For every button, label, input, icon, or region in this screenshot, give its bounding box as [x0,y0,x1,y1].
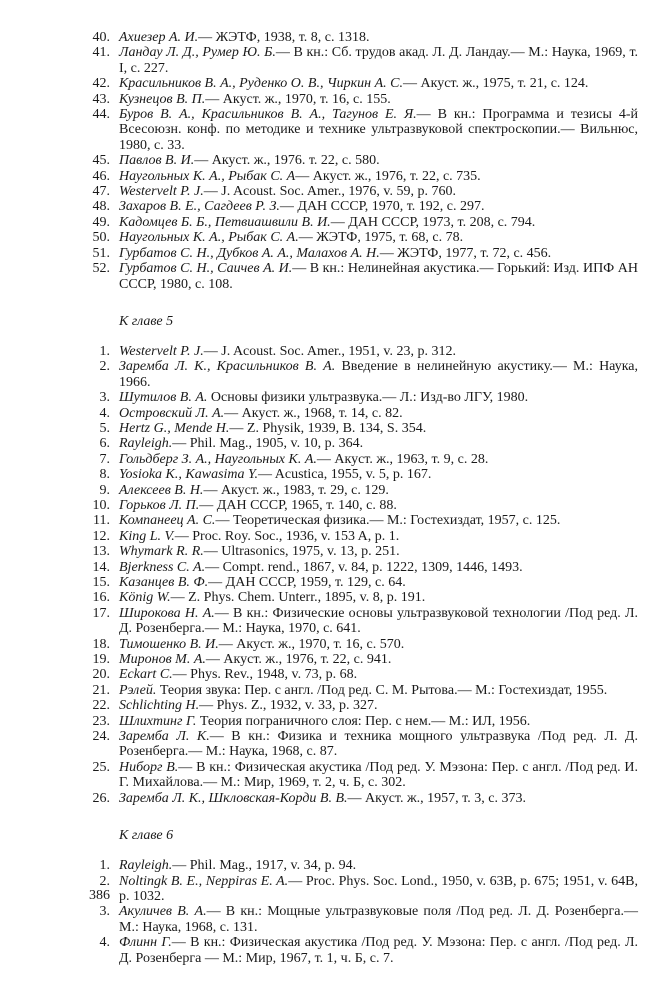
reference-item [0,498,662,513]
page-number: 386 [89,888,110,903]
reference-number: 22. [92,698,110,714]
reference-source: — В кн.: Мощные ультразвуковые поля /Под ред. Л. Д. Розенберга.— М.: Наука, 1968, с. 131. [119,904,638,935]
reference-number: 13. [92,544,110,560]
reference-source: — Phil. Mag., 1917, v. 34, p. 94. [172,858,357,874]
reference-item [0,246,662,261]
reference-item [0,560,662,575]
reference-number: 26. [92,790,110,806]
reference-authors: Ахиезер А. И. [119,30,199,45]
reference-number: 2. [99,873,110,889]
reference-source: — Z. Physik, 1939, В. 134, S. 354. [229,420,427,436]
reference-number: 23. [92,713,110,729]
reference-authors: Кадомцев Б. Б., Петвиашвили В. И. [119,214,331,230]
reference-item [0,637,662,652]
reference-item [0,30,662,45]
reference-item [0,230,662,245]
reference-item [0,698,662,713]
reference-item [0,45,662,76]
reference-authors: Шлихтинг Г. [119,713,197,729]
reference-source: — Acustica, 1955, v. 5, p. 167. [258,467,432,483]
reference-number: 4. [99,405,110,421]
reference-number: 14. [92,559,110,575]
reference-number: 9. [99,482,110,498]
reference-item [0,683,662,698]
reference-source: — Proc. Roy. Soc., 1936, v. 153 A, p. 1. [174,528,400,544]
reference-authors: Акуличев В. А. [119,904,207,920]
reference-item [0,714,662,729]
reference-authors: Westervelt P. J. [119,184,204,200]
reference-authors: Noltingk B. E., Neppiras E. A. [119,873,289,889]
reference-item [0,760,662,791]
reference-item [0,359,662,390]
reference-item [0,590,662,605]
reference-item [0,421,662,436]
reference-item [0,652,662,667]
reference-item [0,452,662,467]
reference-source: — Phys. Rev., 1948, v. 73, p. 68. [172,667,358,683]
reference-authors: Наугольных К. А., Рыбак С. А. [119,230,299,246]
reference-number: 21. [92,682,110,698]
chapter-heading: К главе 5 [119,313,174,329]
reference-number: 43. [92,91,110,107]
reference-number: 8. [99,467,110,483]
reference-number: 40. [92,30,110,45]
reference-item [0,390,662,405]
reference-source: — ЖЭТФ, 1977, т. 72, с. 456. [379,245,552,261]
reference-number: 5. [99,420,110,436]
reference-source: — В кн.: Сб. трудов акад. Л. Д. Ландау.— М.: Наука, 1969, т. I, с. 227. [119,45,639,76]
reference-item [0,858,662,873]
reference-number: 16. [92,590,110,606]
reference-number: 51. [92,245,110,261]
reference-number: 6. [99,436,110,452]
reference-source: — ДАН СССР, 1965, т. 140, с. 88. [199,497,397,513]
reference-number: 2. [99,359,110,375]
reference-source: — В кн.: Физика и техника мощного ультразвука /Под ред. Л. Д. Розенберга.— М.: Наука, 1968, с. 87. [119,729,638,760]
reference-item [0,261,662,292]
reference-source: — ДАН СССР, 1970, т. 192, с. 297. [279,199,485,215]
reference-item [0,169,662,184]
reference-source: — Акуст. ж., 1976. т. 22, с. 580. [194,153,380,169]
reference-source: — Proc. Phys. Soc. Lond., 1950, v. 63B, p. 675; 1951, v. 64B, p. 1032. [119,873,638,904]
reference-source: — Phil. Mag., 1905, v. 10, p. 364. [172,436,364,452]
reference-item [0,215,662,230]
reference-item [0,791,662,806]
reference-authors: Гольдберг З. А., Наугольных К. А. [119,451,317,467]
reference-source: Основы физики ультразвука.— Л.: Изд-во ЛГУ, 1980. [207,390,529,406]
reference-number: 1. [99,343,110,359]
reference-authors: Заремба Л. К. [119,729,210,745]
reference-authors: Hertz G., Mende H. [119,420,230,436]
reference-source: — Compt. rend., 1867, v. 84, p. 1222, 1309, 1446, 1493. [205,559,523,575]
reference-authors: Yosioka K., Kawasima Y. [119,467,259,483]
reference-number: 7. [99,451,110,467]
reference-item [0,467,662,482]
reference-number: 47. [92,184,110,200]
reference-source: — В кн.: Физическая акустика /Под ред. У. Мэзона: Пер. с англ. /Под ред. И. Г. Михайлова.— М.: Мир, 1969, т. 2, ч. Б, с. 302. [119,759,638,791]
reference-authors: Rayleigh. [119,436,173,452]
reference-authors: Заремба Л. К., Шкловская-Корди В. В. [119,790,348,806]
reference-number: 3. [99,390,110,406]
reference-item [0,107,662,153]
reference-authors: Островский Л. А. [119,405,225,421]
reference-number: 18. [92,636,110,652]
reference-source: — В кн.: Физические основы ультразвуковой технологии /Под ред. Л. Д. Розенберга.— М.: Наука, 1970, с. 641. [119,605,639,637]
reference-source: — Phys. Z., 1932, v. 33, p. 327. [199,698,378,714]
reference-item [0,76,662,91]
reference-source: Теория звука: Пер. с англ. /Под ред. С. М. Рытова.— М.: Гостехиздат, 1955. [156,682,608,698]
reference-number: 10. [92,497,110,513]
reference-list [0,858,662,966]
reference-number: 3. [99,904,110,920]
reference-authors: Миронов М. А. [119,652,206,668]
reference-source: — Ultrasonics, 1975, v. 13, p. 251. [203,544,400,560]
reference-item [0,667,662,682]
reference-number: 46. [92,168,110,184]
reference-number: 15. [92,575,110,590]
reference-number: 50. [92,230,110,246]
reference-item [0,436,662,451]
reference-source: — ЖЭТФ, 1938, т. 8, с. 1318. [198,30,370,45]
reference-number: 1. [99,858,110,874]
reference-authors: Павлов В. И. [119,153,195,169]
reference-item [0,483,662,498]
reference-item [0,199,662,214]
reference-source: — В кн.: Нелинейная акустика.— Горький: Изд. ИПФ АН СССР, 1980, с. 108. [119,261,638,292]
reference-item [0,92,662,107]
reference-item [0,344,662,359]
reference-source: — ДАН СССР, 1973, т. 208, с. 794. [330,214,536,230]
reference-authors: King L. V. [119,528,175,544]
reference-authors: Широкова Н. А. [119,605,215,621]
reference-authors: Казанцев В. Ф. [119,575,209,590]
reference-authors: Красильников В. А., Руденко О. В., Чиркин А. С. [119,76,403,92]
reference-source: — Акуст. ж., 1975, т. 21, с. 124. [402,76,589,92]
reference-authors: Rayleigh. [119,858,173,874]
reference-source: — J. Acoust. Soc. Amer., 1951, v. 23, p. 312. [203,343,457,359]
reference-number: 4. [99,935,110,951]
reference-source: — В кн.: Физическая акустика /Под ред. У. Мэзона: Пер. с англ. /Под ред. Л. Д. Розенберга — М.: Мир, 1967, т. 1, ч. Б, с. 7. [119,935,639,966]
reference-authors: Горьков Л. П. [119,497,200,513]
reference-authors: Гурбатов С. Н., Дубков А. А., Малахов А. Н. [119,245,380,261]
reference-authors: Кузнецов В. П. [119,91,206,107]
reference-item [0,153,662,168]
reference-source: — Акуст. ж., 1957, т. 3, с. 373. [347,790,526,806]
reference-authors: König W. [119,590,171,606]
reference-source: — В кн.: Программа и тезисы 4-й Всесоюзн. конф. по методике и технике ультразвуковой спектроскопии.— Вильнюс, 1980, с. 33. [119,107,638,153]
reference-number: 20. [92,667,110,683]
reference-source: Теория пограничного слоя: Пер. с нем.— М.: ИЛ, 1956. [196,713,531,729]
reference-number: 41. [92,45,110,61]
reference-authors: Westervelt P. J. [119,343,204,359]
reference-authors: Флинн Г. [119,935,172,951]
reference-source: — Z. Phys. Chem. Unterr., 1895, v. 8, p. 191. [170,590,426,606]
reference-number: 24. [92,729,110,745]
reference-authors: Eckart C. [119,667,173,683]
reference-authors: Whymark R. R. [119,544,204,560]
reference-item [0,406,662,421]
reference-source: — Акуст. ж., 1968, т. 14, с. 82. [224,405,403,421]
reference-list [0,344,662,806]
reference-number: 48. [92,199,110,215]
reference-number: 42. [92,76,110,92]
reference-number: 12. [92,528,110,544]
reference-source: — J. Acoust. Soc. Amer., 1976, v. 59, p. 760. [203,184,457,200]
reference-authors: Schlichting H. [119,698,200,714]
reference-item [0,935,662,966]
reference-authors: Bjerkness C. A. [119,559,206,575]
reference-authors: Рэлей. [119,682,157,698]
reference-authors: Ландау Л. Д., Румер Ю. Б. [119,45,276,61]
reference-item [0,529,662,544]
reference-authors: Захаров В. Е., Сагдеев Р. З. [119,199,280,215]
reference-page [0,30,662,966]
reference-authors: Гурбатов С. Н., Саичев А. И. [119,261,293,277]
reference-authors: Шутилов В. А. [119,390,208,406]
reference-source: — Акуст. ж., 1983, т. 29, с. 129. [203,482,389,498]
reference-item [0,513,662,528]
reference-item [0,729,662,760]
reference-source: — Акуст. ж., 1970, т. 16, с. 155. [205,91,391,107]
reference-item [0,575,662,590]
reference-authors: Заремба Л. К., Красильников В. А. [119,359,336,375]
reference-number: 11. [93,513,110,529]
reference-item [0,184,662,199]
reference-source: — Акуст. ж., 1976, т. 22, с. 941. [205,652,392,668]
reference-source: — Акуст. ж., 1970, т. 16, с. 570. [218,636,405,652]
chapter-heading: К главе 6 [119,828,174,844]
reference-item [0,606,662,637]
reference-source: — ЖЭТФ, 1975, т. 68, с. 78. [298,230,464,246]
reference-number: 19. [92,652,110,668]
reference-authors: Тимошенко В. И. [119,636,219,652]
reference-item [0,904,662,935]
reference-authors: Наугольных К. А., Рыбак С. А [119,168,296,184]
reference-source: — Акуст. ж., 1976, т. 22, с. 735. [295,168,481,184]
reference-number: 52. [92,261,110,277]
reference-source: — Акуст. ж., 1963, т. 9, с. 28. [316,451,489,467]
reference-authors: Ниборг В. [119,759,179,775]
reference-number: 25. [92,759,110,775]
reference-authors: Компанеец А. С. [119,513,216,529]
reference-source: — ДАН СССР, 1959, т. 129, с. 64. [208,575,406,590]
reference-number: 44. [92,107,110,123]
reference-source: — Теоретическая физика.— М.: Гостехиздат, 1957, с. 125. [215,513,561,529]
reference-authors: Алексеев В. Н. [119,482,204,498]
reference-number: 45. [92,153,110,169]
reference-authors: Буров В. А., Красильников В. А., Тагунов Е. Я. [119,107,417,123]
reference-source: Введение в нелинейную акустику.— М.: Наука, 1966. [119,359,638,390]
reference-number: 49. [92,214,110,230]
reference-number: 17. [92,605,110,621]
reference-list [0,30,662,292]
reference-item [0,544,662,559]
